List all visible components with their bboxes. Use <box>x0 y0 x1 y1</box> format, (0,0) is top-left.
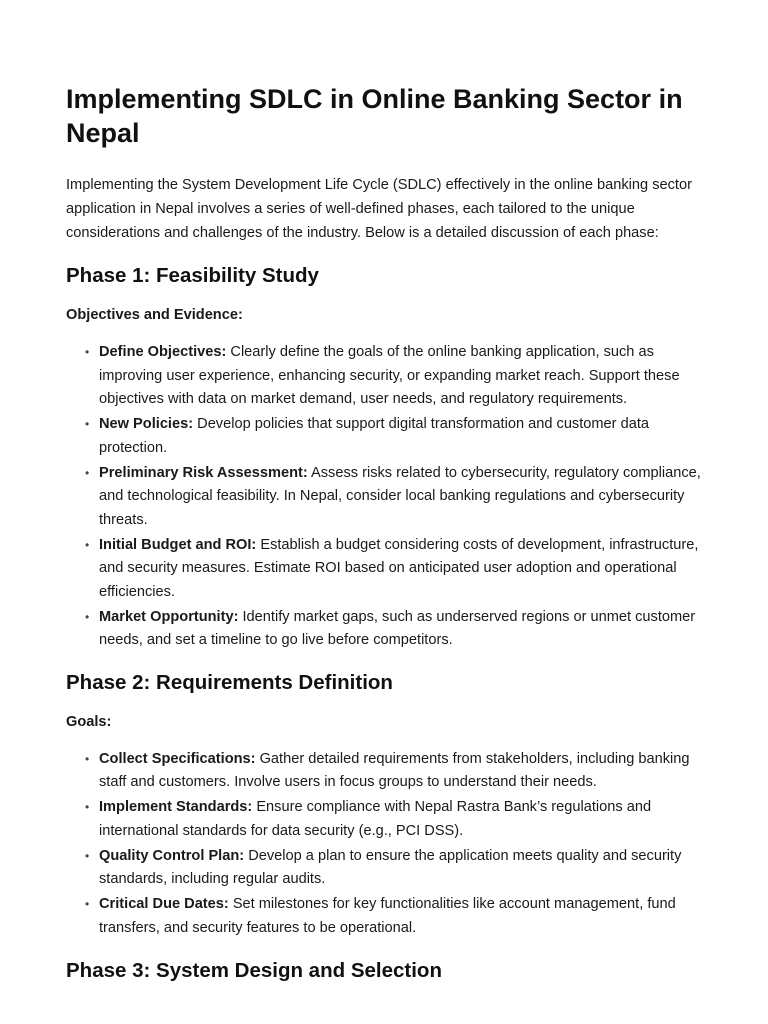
item-term: Collect Specifications: <box>99 750 256 767</box>
bullet-icon: • <box>85 848 90 863</box>
list-item <box>85 748 702 795</box>
item-text: Establish a budget considering costs of development, infrastructure, and security measures. Estimate ROI based on anticipated user adoption and operational efficiencies. <box>99 536 699 600</box>
list-item <box>85 893 702 940</box>
bullet-icon: • <box>85 345 90 359</box>
item-text: Develop a plan to ensure the application meets quality and security standards, including regular audits. <box>99 847 682 887</box>
phase-1-subheading: Objectives and Evidence: <box>66 307 243 323</box>
list-item <box>85 845 702 892</box>
item-term: Quality Control Plan: <box>99 847 245 864</box>
item-term: New Policies: <box>99 416 194 432</box>
phase-2-subheading: Goals: <box>66 713 112 730</box>
phase-3-heading: Phase 3: System Design and Selection <box>66 959 442 982</box>
bullet-icon: • <box>85 609 90 624</box>
list-item <box>85 534 702 605</box>
phase-1-list <box>66 341 702 653</box>
intro-paragraph: Implementing the System Development Life Cycle (SDLC) effectively in the online banking sector application in Nepal involves a series of well-defined phases, each tailored to the unique considerations and challenges of the industry. Below is a detailed discussion of each phase: <box>66 177 692 241</box>
bullet-icon: • <box>85 417 90 431</box>
bullet-icon: • <box>85 465 90 480</box>
item-text: Set milestones for key functionalities like account management, fund transfers, and security features to be operational. <box>99 896 676 936</box>
phase-3-section <box>66 957 702 985</box>
item-text: Develop policies that support digital transformation and customer data protection. <box>99 416 649 456</box>
item-term: Preliminary Risk Assessment: <box>99 464 308 481</box>
item-term: Market Opportunity: <box>99 608 239 625</box>
bullet-icon: • <box>85 897 90 911</box>
list-item <box>85 796 702 843</box>
document-title: Implementing SDLC in Online Banking Sector in Nepal <box>66 84 683 148</box>
item-text: Gather detailed requirements from stakeholders, including banking staff and customers. Involve users in focus groups to understand their needs. <box>99 750 690 790</box>
phase-1-heading: Phase 1: Feasibility Study <box>66 264 319 287</box>
item-text: Clearly define the goals of the online banking application, such as improving user experience, enhancing security, or expanding market reach. Support these objectives with data on market demand, user needs, and regulatory requirements. <box>99 344 680 407</box>
item-text: Assess risks related to cybersecurity, regulatory compliance, and technological feasibility. In Nepal, consider local banking regulations and cybersecurity threats. <box>99 464 701 528</box>
item-text: Identify market gaps, such as underserved regions or unmet customer needs, and set a timeline to go live before competitors. <box>99 608 696 648</box>
item-term: Define Objectives: <box>99 344 227 360</box>
list-item <box>85 413 702 460</box>
bullet-icon: • <box>85 537 90 552</box>
item-term: Critical Due Dates: <box>99 896 229 912</box>
item-term: Initial Budget and ROI: <box>99 536 257 553</box>
list-item <box>85 341 702 412</box>
phase-2-list <box>66 748 702 941</box>
phase-2-section <box>66 669 702 941</box>
item-text: Ensure compliance with Nepal Rastra Bank’s regulations and international standards for data security (e.g., PCI DSS). <box>99 799 652 839</box>
bullet-icon: • <box>85 800 90 814</box>
phase-2-heading: Phase 2: Requirements Definition <box>66 670 393 694</box>
phase-1-section <box>66 262 702 653</box>
list-item <box>85 606 702 653</box>
item-term: Implement Standards: <box>99 799 253 815</box>
list-item <box>85 462 702 533</box>
bullet-icon: • <box>85 751 90 766</box>
